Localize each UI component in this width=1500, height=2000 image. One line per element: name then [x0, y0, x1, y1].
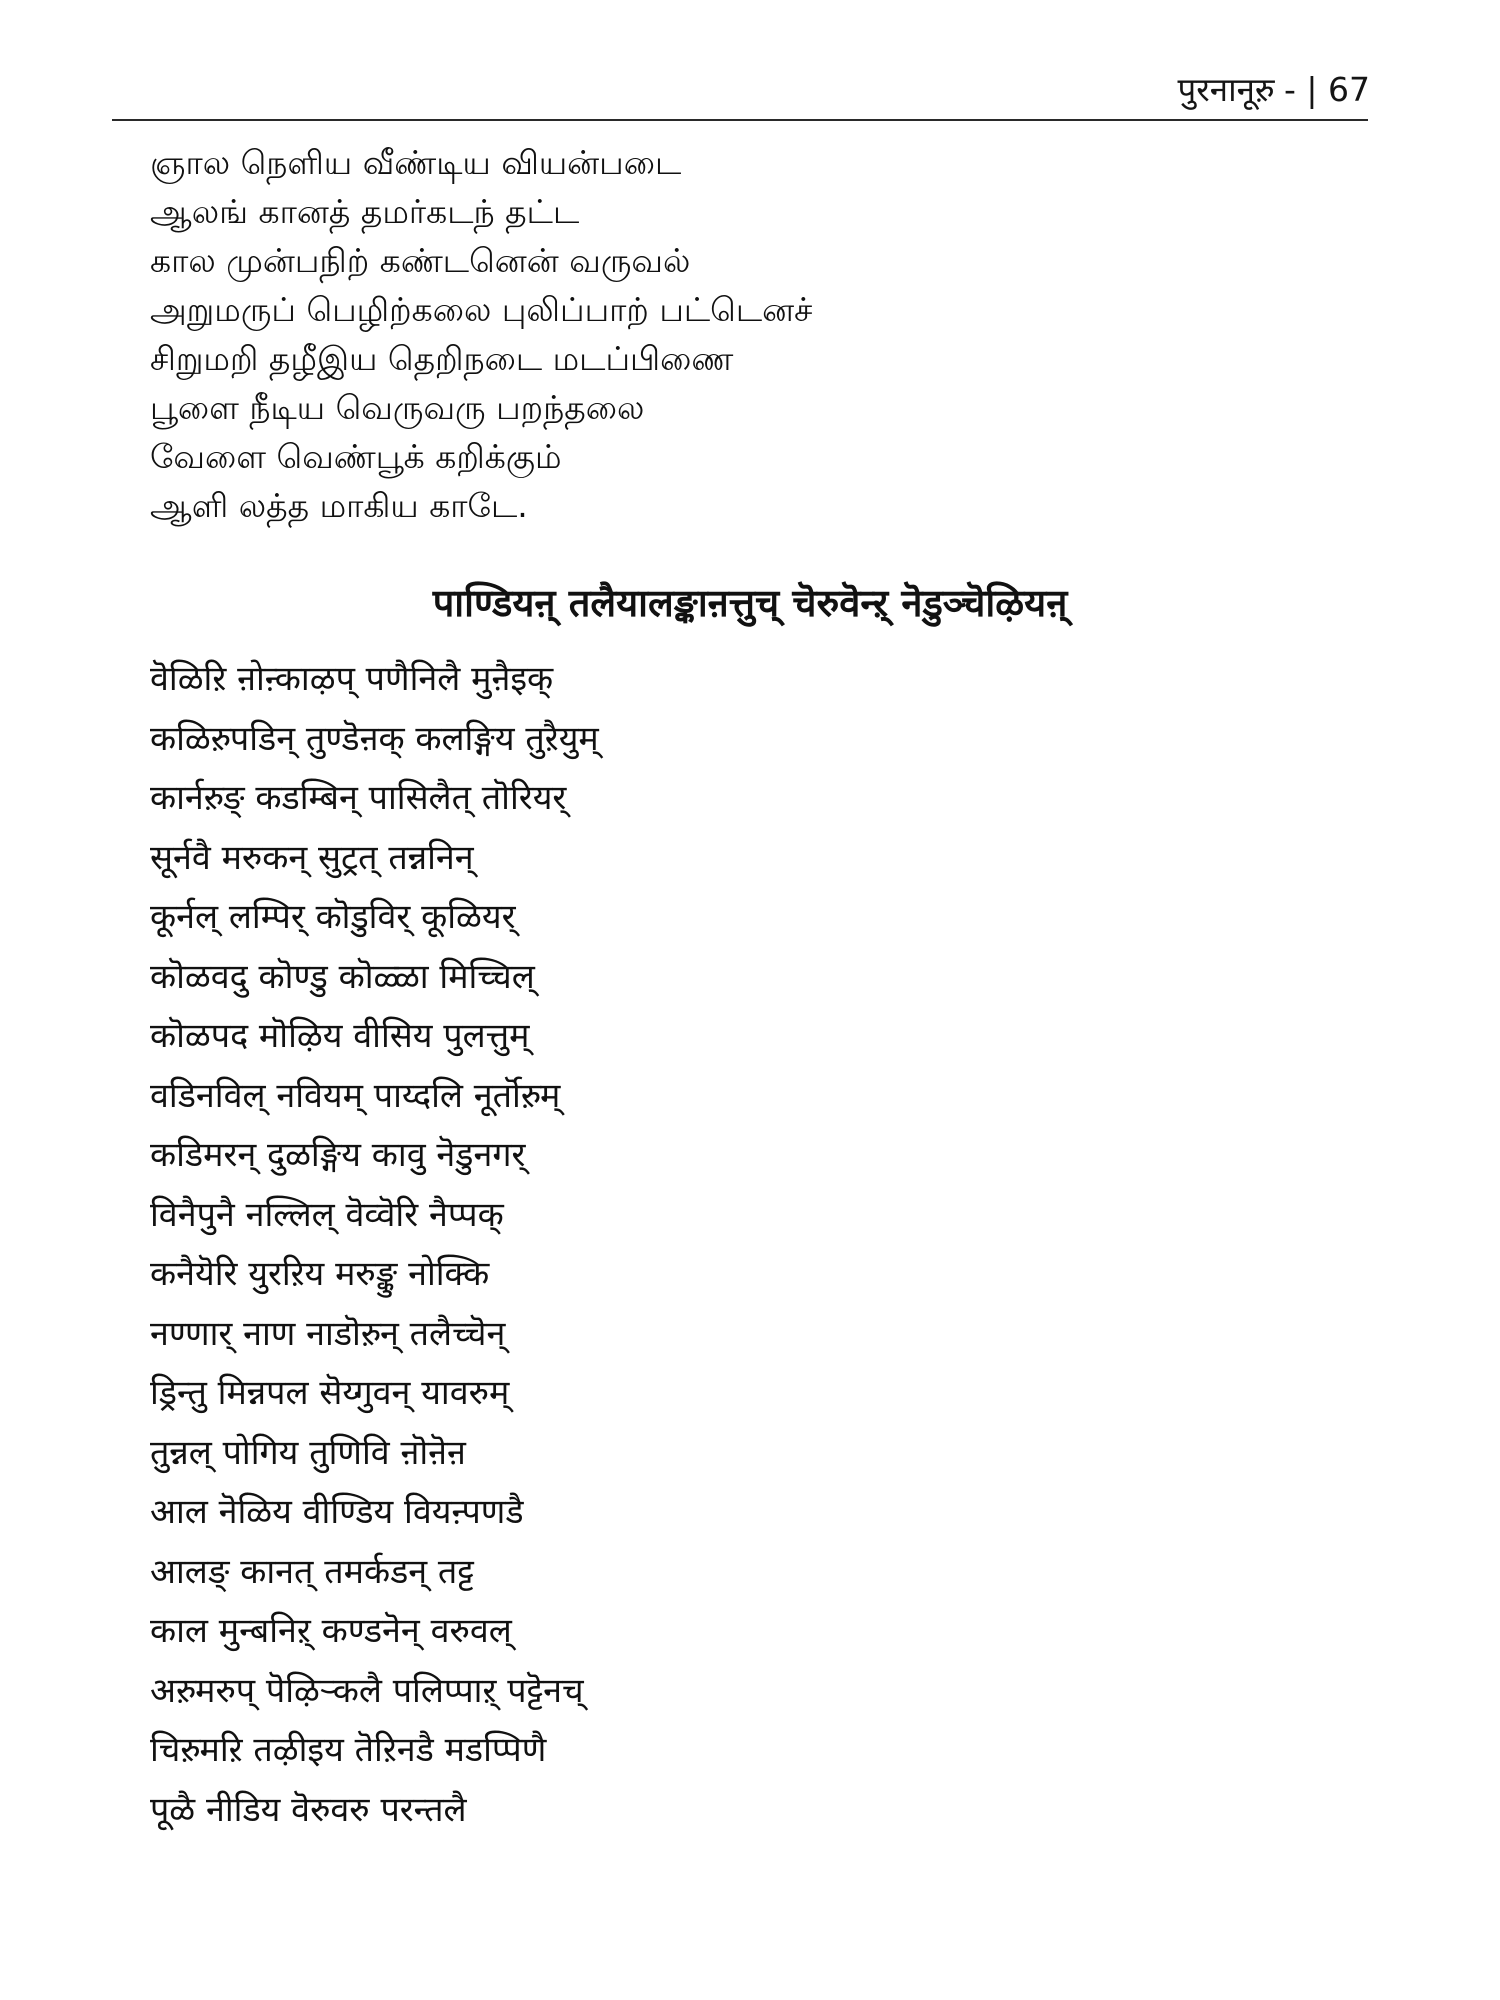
- devanagari-verse-line: आल नॆळिय वीण्डिय वियऩ्पणडै: [150, 1492, 524, 1532]
- devanagari-verse-line: पूळै नीडिय वॆरुवरु परन्तलै: [150, 1789, 467, 1830]
- devanagari-verse-line: आलङ् कानत् तमर्कडन् तट्ट: [150, 1551, 474, 1592]
- devanagari-verse-line: काल मुन्बनिऱ् कण्डनॆन् वरुवल्: [150, 1611, 512, 1651]
- tamil-verse: [150, 138, 1300, 530]
- devanagari-verse-line: कॊळवदु कॊण्डु कॊळ्ळा मिच्चिल्: [150, 956, 535, 997]
- header-rule: [112, 119, 1368, 121]
- devanagari-verse-line: वॆळिऱि ऩोऩ्काऴप् पणैनिलै मुऩैइक्: [150, 659, 554, 699]
- devanagari-verse-line: कनैयॆरि युरऱिय मरुङ्कु नोक्कि: [150, 1254, 490, 1294]
- devanagari-verse-line: वडिनविल् नवियम् पाय्दलि नूर्तॊऱुम्: [150, 1075, 561, 1116]
- section-title: पाण्डियऩ् तलैयालङ्काऩत्तुच् चॆरुवॆन्ऱ् नॆडुञ्चॆऴियऩ्: [432, 581, 1068, 625]
- devanagari-verse-line: विनैपुनै नल्लिल् वॆव्वॆरि नैप्पक्: [150, 1194, 504, 1235]
- devanagari-verse: [150, 650, 1300, 1840]
- devanagari-verse-line: नण्णार् नाण नाडॊऱुन् तलैच्चॆन्: [150, 1313, 506, 1354]
- devanagari-verse-line: कळिऱुपडिन् तुण्डॆऩक् कलङ्गिय तुऱैयुम्: [150, 718, 599, 759]
- devanagari-verse-line: कॊळपद मॊऴिय वीसिय पुलत्तुम्: [150, 1016, 530, 1056]
- devanagari-verse-line: चिऱुमऱि तऴीइय तॆऱिनडै मडप्पिणै: [150, 1730, 547, 1770]
- devanagari-verse-line: सूर्नवै मरुकन् सुट्रत् तन्ननिन्: [150, 837, 474, 878]
- tamil-verse-line: பூளை நீடிய வெருவரு பறந்தலை: [150, 388, 645, 427]
- tamil-verse-line: கால முன்பநிற் கண்டனென் வருவல்: [150, 241, 691, 280]
- devanagari-verse-line: कडिमरन् दुळङ्गिय कावु नॆडुनगर्: [150, 1135, 526, 1175]
- tamil-verse-line: ஆலங் கானத் தமர்கடந் தட்ட: [150, 192, 580, 231]
- devanagari-verse-line: तुन्नल् पोगिय तुणिवि ऩॊऩॆऩ: [150, 1432, 466, 1473]
- tamil-verse-line: ஆளி லத்த மாகிய காடே.: [150, 486, 528, 525]
- devanagari-verse-line: कूर्नल् लम्पिर् कॊडुविर् कूळियर्: [150, 897, 516, 937]
- devanagari-verse-line: ड्रिन्तु मिन्नपल सॆय्गुवन् यावरुम्: [150, 1373, 510, 1413]
- running-head: पुरनानूऱु - | 67: [1177, 70, 1370, 109]
- devanagari-verse-line: अऱुमरुप् पॆऴिऱ्कलै पलिप्पाऱ् पट्टॆनच्: [150, 1670, 584, 1711]
- tamil-verse-line: ஞால நெளிய வீண்டிய வியன்படை: [150, 143, 682, 182]
- tamil-verse-line: சிறுமறி தழீஇய தெறிநடை மடப்பிணை: [150, 339, 734, 378]
- tamil-verse-line: அறுமருப் பெழிற்கலை புலிப்பாற் பட்டெனச்: [150, 290, 813, 329]
- devanagari-verse-line: कार्नऱुङ् कडम्बिन् पासिलैत् तॊरियर्: [150, 778, 567, 818]
- tamil-verse-line: வேளை வெண்பூக் கறிக்கும்: [150, 437, 562, 476]
